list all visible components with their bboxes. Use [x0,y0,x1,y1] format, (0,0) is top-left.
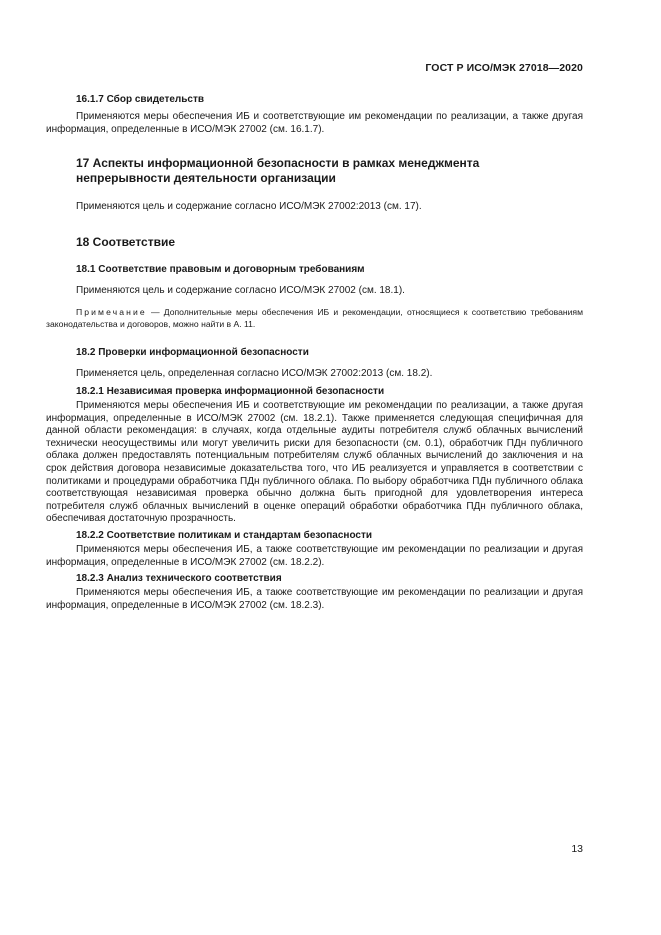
paragraph-18-2-2: Применяются меры обеспечения ИБ, а также соответствующие им рекомендации по реализации и другая информация, определенные в ИСО/МЭК 27002 (см. 18.2.2). [46,543,583,568]
paragraph-18-1: Применяются цель и содержание согласно ИСО/МЭК 27002 (см. 18.1). [76,284,405,296]
heading-18-1: 18.1 Соответствие правовым и договорным требованиям [76,263,365,275]
note-18-1 [46,307,583,330]
heading-17-line1: 17 Аспекты информационной безопасности в рамках менеджмента [76,156,480,171]
heading-18-2-2: 18.2.2 Соответствие политикам и стандартам безопасности [76,529,373,541]
note-label: Примечание [76,307,147,318]
paragraph-16-1-7: Применяются меры обеспечения ИБ и соответствующие им рекомендации по реализации, а также другая информация, определенные в ИСО/МЭК 27002 (см. 16.1.7). [46,111,583,135]
heading-18: 18 Соответствие [76,234,176,249]
page-content [46,93,583,612]
paragraph-18-2-1: Применяются меры обеспечения ИБ и соответствующие им рекомендации по реализации, а также другая информация, определенные в ИСО/МЭК 27002 (см. 18.2.1). Также применяется следующая специфичная для данной области рекомендация: в случаях, когда отдельные аудиты потребителя служб облачных вычислений технически неосуществимы или могут увеличить риски для безопасности (см. 0.1), обработчик ПДн публичного облака должен предоставлять потенциальным потребителям служб облачных вычислений до заключения и на срок действия договора независимые доказательства того, что ИБ реализуется и управляется в соответствии с политиками и процедурами обработчика ПДн публичного облака. По выбору обработчика ПДн публичного облака соответствующая независимая проверка обычно должна быть пригодной для удовлетворения интереса потребителя служб облачных вычислений в оценке операций обработки обработчика ПДн публичного облака, обеспечивая достаточную прозрачность. [46,399,583,525]
paragraph-18-2-3: Применяются меры обеспечения ИБ, а также соответствующие им рекомендации по реализации и другая информация, определенные в ИСО/МЭК 27002 (см. 18.2.3). [46,587,583,611]
heading-18-2-1: 18.2.1 Независимая проверка информационной безопасности [76,385,385,397]
heading-17 [76,156,583,186]
document-header: ГОСТ Р ИСО/МЭК 27018—2020 [425,62,583,74]
paragraph-17: Применяются цель и содержание согласно ИСО/МЭК 27002:2013 (см. 17). [76,201,422,213]
page-number: 13 [571,843,583,855]
heading-17-line2: непрерывности деятельности организации [76,171,336,186]
heading-18-2: 18.2 Проверки информационной безопасности [76,347,309,359]
heading-16-1-7: 16.1.7 Сбор свидетельств [76,94,205,105]
paragraph-18-2: Применяется цель, определенная согласно ИСО/МЭК 27002:2013 (см. 18.2). [76,368,433,380]
note-text: — Дополнительные меры обеспечения ИБ и рекомендации, относящиеся к соответствию требованиям законодательства и договоров, можно найти в А. 11. [46,307,583,329]
heading-18-2-3: 18.2.3 Анализ технического соответствия [76,573,282,585]
